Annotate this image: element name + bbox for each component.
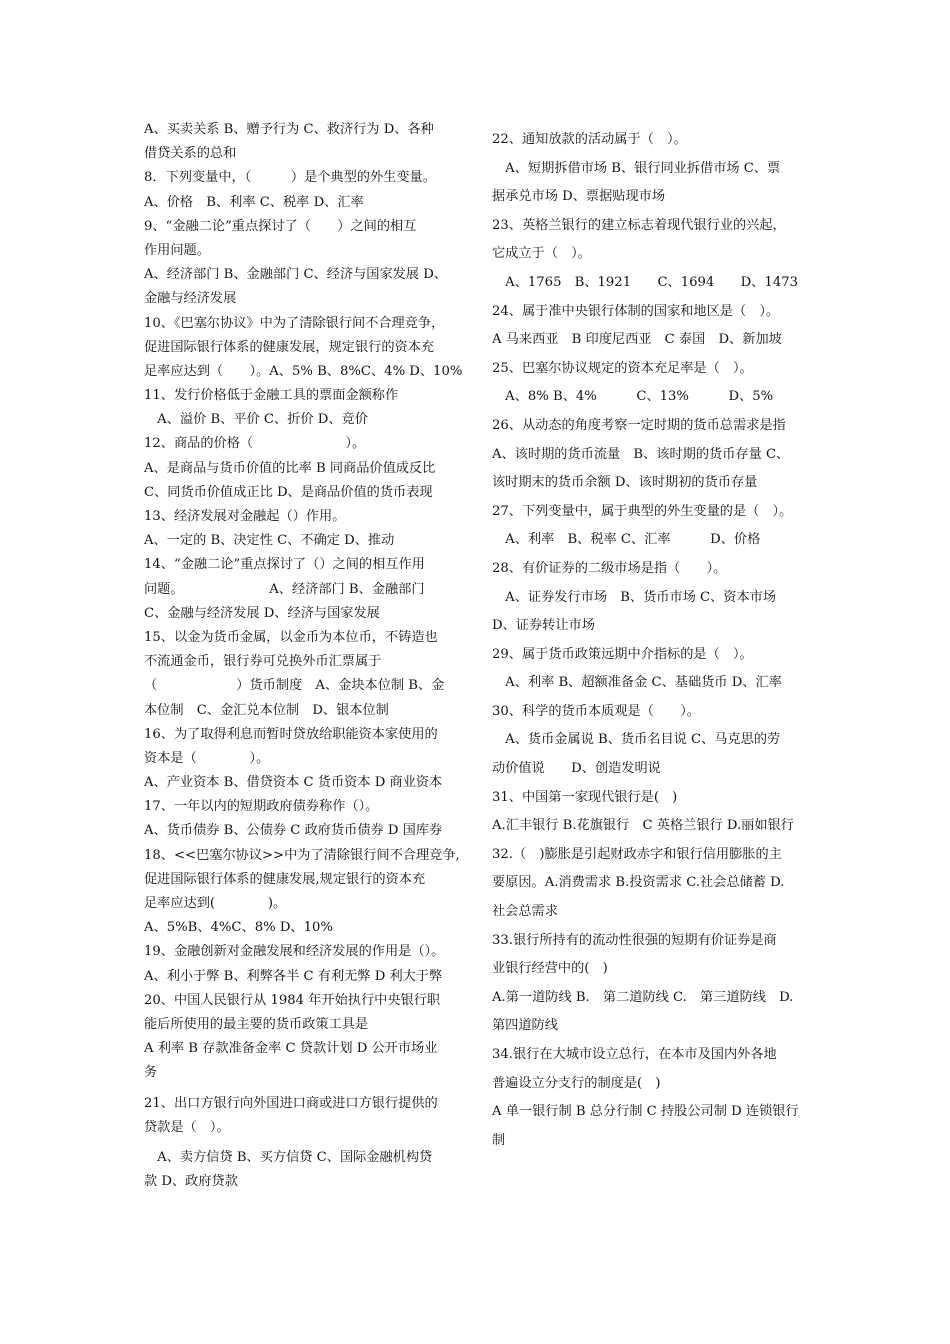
text-line: 它成立于（ ）。: [492, 246, 591, 262]
text-line: 款 D、政府贷款: [144, 1174, 238, 1190]
text-line: A、利率 B、税率 C、汇率 D、价格: [492, 532, 761, 548]
text-line: 32.（ )膨胀是引起财政赤字和银行信用膨胀的主: [492, 846, 782, 862]
text-line: A、产业资本 B、借贷资本 C 货币资本 D 商业资本: [144, 775, 443, 791]
text-line: A、短期拆借市场 B、银行同业拆借市场 C、票: [492, 160, 781, 176]
text-line: 不流通金币，银行券可兑换外币汇票属于: [144, 654, 382, 670]
text-line: 18、<<巴塞尔协议>>中为了清除银行间不合理竞争,: [144, 847, 460, 863]
text-line: 22、通知放款的活动属于（ ）。: [492, 132, 687, 147]
text-line: A、溢价 B、平价 C、折价 D、竞价: [144, 412, 368, 428]
text-line: 本位制 C、金汇兑本位制 D、银本位制: [144, 702, 389, 718]
text-line: A、利率 B、超额准备金 C、基础货币 D、汇率: [492, 675, 782, 691]
text-line: A.汇丰银行 B.花旗银行 C 英格兰银行 D.丽如银行: [492, 818, 794, 834]
text-line: 促进国际银行体系的健康发展，规定银行的资本充: [144, 339, 435, 355]
text-line: A、卖方信贷 B、买方信贷 C、国际金融机构贷: [144, 1149, 433, 1165]
text-line: 28、有价证券的二级市场是指（ ）。: [492, 560, 727, 576]
text-line: 促进国际银行体系的健康发展,规定银行的资本充: [144, 871, 426, 887]
text-line: A 利率 B 存款准备金率 C 贷款计划 D 公开市场业: [144, 1041, 438, 1057]
text-line: A、是商品与货币价值的比率 B 同商品价值成反比: [144, 460, 436, 476]
text-line: 34.银行在大城市设立总行，在本市及国内外各地: [492, 1047, 777, 1062]
text-line: 普遍设立分支行的制度是( ): [492, 1075, 661, 1091]
text-line: D、证券转让市场: [492, 618, 595, 634]
text-line: 资本是（ ）。: [144, 750, 270, 766]
text-line: 27、下列变量中，属于典型的外生变量的是（ ）。: [492, 503, 793, 519]
text-line: 社会总需求: [492, 904, 558, 920]
text-line: A、1765 B、1921 C、1694 D、1473: [492, 274, 798, 290]
text-line: 17、一年以内的短期政府债券称作（）。: [144, 799, 379, 815]
text-line: A、价格 B、利率 C、税率 D、汇率: [144, 194, 364, 210]
text-line: 20、中国人民银行从 1984 年开始执行中央银行职: [144, 992, 441, 1008]
text-line: 动价值说 D、创造发明说: [492, 761, 661, 777]
text-line: （ ）货币制度 A、金块本位制 B、金: [144, 678, 445, 694]
text-line: A、买卖关系 B、赠予行为 C、救济行为 D、各种: [144, 122, 434, 137]
text-line: A 单一银行制 B 总分行制 C 持股公司制 D 连锁银行: [492, 1104, 799, 1120]
left-column: [144, 118, 462, 1194]
text-line: 借贷关系的总和: [144, 146, 237, 162]
text-line: A、证券发行市场 B、货币市场 C、资本市场: [492, 589, 777, 605]
text-line: 14、“金融二论”重点探讨了（）之间的相互作用: [144, 557, 425, 573]
text-line: 33.银行所持有的流动性很强的短期有价证券是商: [492, 932, 777, 948]
text-line: A、该时期的货币流量 B、该时期的货币存量 C、: [492, 446, 790, 462]
text-line: A、8% B、4% C、13% D、5%: [492, 389, 774, 405]
text-line: 10、《巴塞尔协议》中为了清除银行间不合理竞争，: [144, 315, 445, 331]
text-line: 13、经济发展对金融起（）作用。: [144, 509, 346, 524]
text-line: 11、发行价格低于金融工具的票面金额称作: [144, 388, 399, 404]
text-line: 足率应达到（ ）。A、5% B、8%C、4% D、10%: [144, 363, 462, 379]
text-line: 第四道防线: [492, 1018, 558, 1034]
text-line: 16、为了取得利息而暂时贷放给职能资本家使用的: [144, 726, 438, 742]
text-line: A.第一道防线 B. 第二道防线 C. 第三道防线 D.: [492, 989, 794, 1005]
text-line: 23、英格兰银行的建立标志着现代银行业的兴起，: [492, 217, 786, 233]
text-line: 金融与经济发展: [144, 291, 237, 307]
text-line: 12、商品的价格（ ）。: [144, 436, 366, 452]
text-line: 19、金融创新对金融发展和经济发展的作用是（）。: [144, 944, 445, 960]
text-line: A、利小于弊 B、利弊各半 C 有利无弊 D 利大于弊: [144, 968, 443, 984]
text-line: A、5%B、4%C、8% D、10%: [144, 920, 333, 936]
text-line: A、一定的 B、决定性 C、不确定 D、推动: [144, 533, 395, 549]
text-line: 制: [492, 1132, 506, 1148]
text-line: A、货币债券 B、公债券 C 政府货币债券 D 国库券: [144, 823, 443, 839]
text-line: 25、巴塞尔协议规定的资本充足率是（ ）。: [492, 360, 753, 376]
text-line: A、经济部门 B、金融部门 C、经济与国家发展 D、: [144, 267, 448, 283]
text-line: A 马来西亚 B 印度尼西亚 C 泰国 D、新加坡: [492, 332, 782, 348]
text-line: 21、出口方银行向外国进口商或进口方银行提供的: [144, 1095, 438, 1111]
text-line: 问题。 A、经济部门 B、金融部门: [144, 581, 425, 597]
right-column: [492, 126, 812, 1155]
text-line: 足率应达到( )。: [144, 896, 287, 911]
text-line: C、同货币价值成正比 D、是商品价值的货币表现: [144, 484, 433, 500]
text-line: 9、“金融二论”重点探讨了（ ）之间的相互: [144, 218, 417, 234]
text-line: 8．下列变量中，（ ）是个典型的外生变量。: [144, 170, 436, 186]
text-line: 15、以金为货币金属，以金币为本位币，不铸造也: [144, 629, 438, 645]
text-line: 业银行经营中的( ): [492, 961, 608, 977]
text-line: 作用问题。: [144, 242, 210, 258]
text-line: 该时期末的货币余额 D、该时期初的货币存量: [492, 475, 758, 491]
text-line: 据承兑市场 D、票据贴现市场: [492, 189, 666, 205]
text-line: 能后所使用的最主要的货币政策工具是: [144, 1016, 369, 1032]
text-line: 务: [144, 1065, 158, 1081]
text-line: 要原因。A.消费需求 B.投资需求 C.社会总储蓄 D.: [492, 875, 785, 891]
text-line: 29、属于货币政策远期中介指标的是（ ）。: [492, 646, 753, 662]
text-line: C、金融与经济发展 D、经济与国家发展: [144, 605, 380, 621]
text-line: 24、属于准中央银行体制的国家和地区是（ ）。: [492, 303, 780, 319]
text-line: 贷款是（ ）。: [144, 1119, 230, 1135]
text-line: A、货币金属说 B、货币名目说 C、马克思的劳: [492, 732, 781, 748]
text-line: 30、科学的货币本质观是（ ）。: [492, 703, 700, 719]
text-line: 31、中国第一家现代银行是( ): [492, 789, 678, 805]
text-line: 26、从动态的角度考察一定时期的货币总需求是指: [492, 417, 786, 433]
